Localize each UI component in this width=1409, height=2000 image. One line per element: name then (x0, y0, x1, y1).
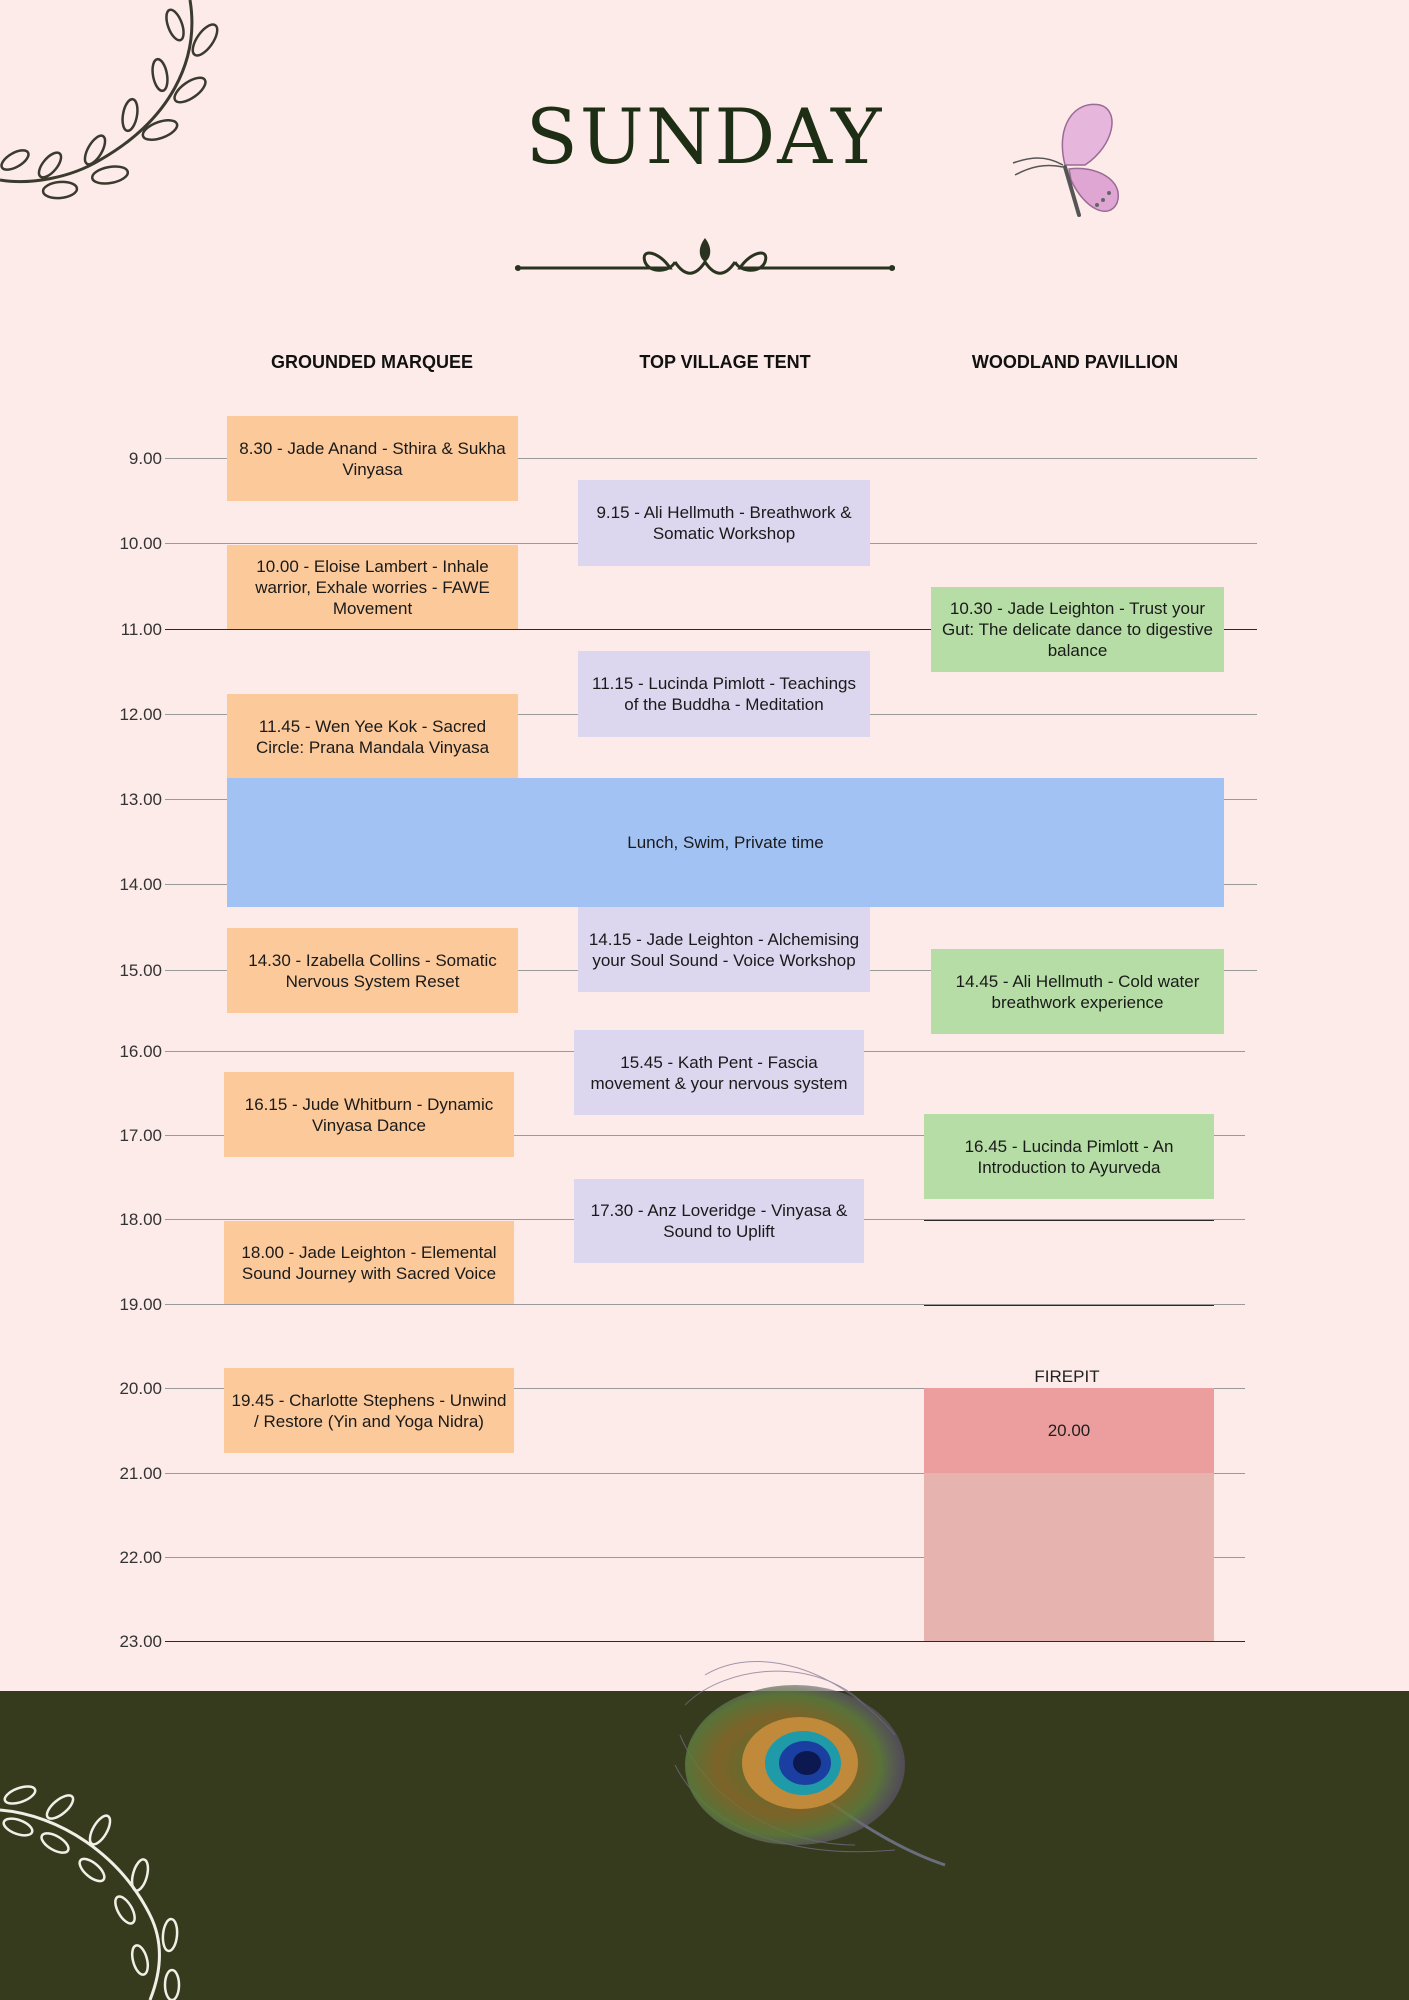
event-grounded-wen-yee-kok: 11.45 - Wen Yee Kok - Sacred Circle: Prana Mandala Vinyasa (227, 694, 518, 779)
butterfly-icon (1005, 95, 1135, 225)
time-label: 23.00 (119, 1632, 162, 1651)
event-woodland-jade-leighton: 10.30 - Jade Leighton - Trust your Gut: The delicate dance to digestive balance (931, 587, 1224, 672)
event-village-jade-leighton: 14.15 - Jade Leighton - Alchemising your Soul Sound - Voice Workshop (578, 907, 870, 992)
time-label: 9.00 (128, 449, 162, 468)
time-label: 20.00 (119, 1379, 162, 1398)
time-label: 19.00 (119, 1295, 162, 1314)
event-grounded-eloise-lambert: 10.00 - Eloise Lambert - Inhale warrior, Exhale worries - FAWE Movement (227, 545, 518, 629)
firepit-time: 20.00 (1047, 1420, 1091, 1440)
grid-line-23 (165, 1641, 1245, 1642)
time-label: 15.00 (119, 961, 162, 980)
firepit-block-extended (924, 1473, 1214, 1641)
time-label: 17.00 (119, 1126, 162, 1145)
venue-woodland-pavillion: WOODLAND PAVILLION (971, 352, 1179, 372)
lunch-block: Lunch, Swim, Private time (227, 778, 1224, 907)
page-title: SUNDAY (525, 92, 884, 181)
peacock-feather-icon (665, 1645, 950, 1870)
event-grounded-charlotte-stephens: 19.45 - Charlotte Stephens - Unwind / Restore (Yin and Yoga Nidra) (224, 1368, 514, 1453)
grid-line-19-woodland (924, 1305, 1214, 1306)
event-village-ali-hellmuth: 9.15 - Ali Hellmuth - Breathwork & Somatic Workshop (578, 480, 870, 566)
event-village-anz-loveridge: 17.30 - Anz Loveridge - Vinyasa & Sound to Uplift (574, 1179, 864, 1263)
firepit-label: FIREPIT (1034, 1367, 1100, 1386)
event-woodland-lucinda-pimlott: 16.45 - Lucinda Pimlott - An Introduction to Ayurveda (924, 1114, 1214, 1199)
time-label: 18.00 (119, 1210, 162, 1229)
ornamental-divider-icon (510, 232, 900, 282)
event-grounded-jade-anand: 8.30 - Jade Anand - Sthira & Sukha Vinyasa (227, 416, 518, 501)
grid-line-18-woodland (924, 1220, 1214, 1221)
event-village-kath-pent: 15.45 - Kath Pent - Fascia movement & your nervous system (574, 1030, 864, 1115)
time-label: 21.00 (119, 1464, 162, 1483)
time-label: 11.00 (120, 620, 162, 639)
event-grounded-izabella-collins: 14.30 - Izabella Collins - Somatic Nervous System Reset (227, 928, 518, 1013)
time-label: 22.00 (119, 1548, 162, 1567)
event-village-lucinda-pimlott: 11.15 - Lucinda Pimlott - Teachings of the Buddha - Meditation (578, 651, 870, 737)
venue-top-village-tent: TOP VILLAGE TENT (639, 352, 811, 372)
time-label: 12.00 (119, 705, 162, 724)
time-label: 13.00 (119, 790, 162, 809)
time-label: 16.00 (119, 1042, 162, 1061)
firepit-block (924, 1388, 1214, 1473)
event-grounded-jude-whitburn: 16.15 - Jude Whitburn - Dynamic Vinyasa Dance (224, 1072, 514, 1157)
time-label: 10.00 (119, 534, 162, 553)
event-woodland-ali-hellmuth: 14.45 - Ali Hellmuth - Cold water breathwork experience (931, 949, 1224, 1034)
event-grounded-jade-leighton: 18.00 - Jade Leighton - Elemental Sound Journey with Sacred Voice (224, 1221, 514, 1304)
venue-grounded-marquee: GROUNDED MARQUEE (270, 352, 473, 372)
time-label: 14.00 (119, 875, 162, 894)
laurel-branch-icon (0, 1785, 200, 2000)
